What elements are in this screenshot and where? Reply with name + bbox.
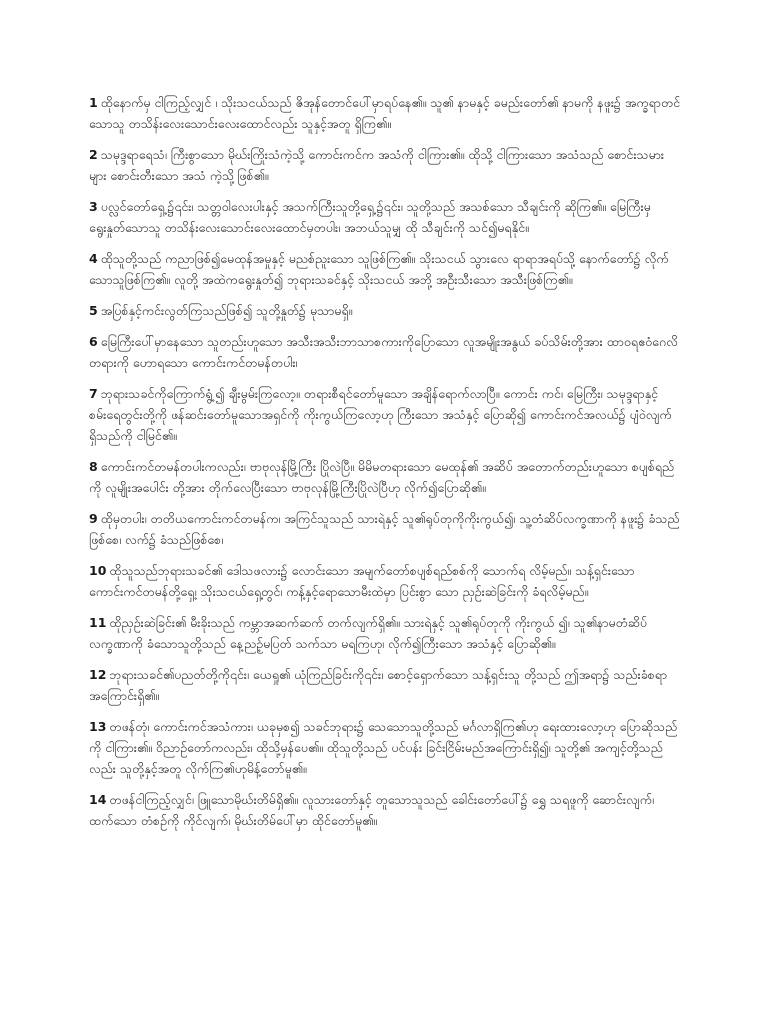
verse-number: 13	[89, 719, 107, 734]
verse-paragraph	[89, 248, 681, 290]
verse-paragraph	[89, 789, 681, 831]
verse-number: 11	[89, 615, 107, 630]
verse-number: 12	[89, 667, 107, 682]
verse-text: မြေကြီးပေါ်မှာနေသော သူတည်းဟူသော အသီးအသီးဘာသာစကားကိုပြောသော လူအမျိုးအနွယ် ခပ်သိမ်းတို့အား ထာဝရဧဝံဂေလိတရားကို ဟောရသော ကောင်းကင်တမန်တပါး၊	[89, 334, 678, 370]
verse-paragraph	[89, 716, 681, 779]
verse-number: 3	[89, 199, 98, 214]
verse-paragraph	[89, 664, 681, 706]
verse-number: 2	[89, 147, 98, 162]
verse-number: 6	[89, 334, 98, 349]
verse-number: 10	[89, 563, 107, 578]
verse-paragraph	[89, 560, 681, 602]
verse-paragraph	[89, 456, 681, 498]
verse-text: ထိုမှတပါး၊ တတိယကောင်းကင်တမန်က၊ အကြင်သူသည် သားရဲနှင့် သူ၏ရုပ်တုကိုကိုးကွယ်၍၊ သူ့တံဆိပ်လက္ခဏာကို နဖူး၌ ခံသည်ဖြစ်စေ၊ လက်၌ ခံသည်ဖြစ်စေ၊	[89, 511, 680, 547]
verse-text: ပလ္လင်တော်ရှေ့၌၎င်း၊ သတ္တဝါလေးပါးနှင့် အသက်ကြီးသူတို့ရှေ့၌၎င်း၊ သူတို့သည် အသစ်သော သီချင်းကို ဆိုကြ၏။ မြေကြီးမှရွေးနှုတ်သောသူ တသိန်းလေးသောင်းလေးထောင်မှတပါး၊ အဘယ်သူမျှ ထို သီချင်းကို သင်၍မရနိုင်။	[89, 199, 651, 235]
verse-paragraph	[89, 196, 681, 238]
verse-paragraph	[89, 144, 681, 186]
verse-text: ဘုရားသခင်၏ပညတ်တို့ကို၎င်း၊ ယေရှု၏ ယုံကြည်ခြင်းကို၎င်း၊ စောင့်ရှောက်သော သန့်ရှင်းသူ တို့သည် ဤအရာ၌ သည်းခံစရာအကြောင်းရှိ၏။	[89, 667, 668, 703]
verse-text: ထိုနောက်မှ ငါကြည့်လျှင် ၊ သိုးသငယ်သည် ဇိအုန်တောင်ပေါ်မှာရပ်နေ၏။ သူ၏ နာမနှင့် ခမည်းတော်၏ နာမကို နဖူး၌ အက္ခရာတင်သောသူ တသိန်းလေးသောင်းလေးထောင်လည်း သူနှင့်အတူ ရှိကြ၏။	[89, 95, 681, 131]
verse-paragraph	[89, 331, 681, 373]
verse-number: 5	[89, 303, 98, 318]
verse-paragraph	[89, 300, 681, 321]
verse-text: သမုဒ္ဒရာရေသံ၊ ကြီးစွာသော မိုဃ်းကြိုးသံကဲ့သို့ ကောင်းကင်က အသံကို ငါကြား၏။ ထိုသို့ ငါကြားသော အသံသည် စောင်းသမားများ စောင်းတီးသော အသံ ကဲ့သို့ဖြစ်၏။	[89, 147, 665, 183]
document-body	[89, 92, 681, 841]
verse-text: ဘုရားသခင်ကိုကြောက်ရွံ့၍ ချီးမွမ်းကြလော့။ တရားစီရင်တော်မူသော အချိန်ရောက်လာပြီ။ ကောင်း ကင်၊ မြေကြီး၊ သမုဒ္ဒရာနှင့် စမ်းရေတွင်းတို့ကို ဖန်ဆင်းတော်မူသောအရှင်ကို ကိုးကွယ်ကြလော့ဟု ကြီးသော အသံနှင့် ပြောဆို၍ ကောင်းကင်အလယ်၌ ပျံဝဲလျက် ရှိသည်ကို ငါမြင်၏။	[89, 386, 672, 443]
verse-text: တဖန်ငါကြည့်လျှင်၊ ဖြူသောမိုဃ်းတိမ်ရှိ၏။ လူသားတော်နှင့် တူသောသူသည် ခေါင်းတော်ပေါ်၌ ရွှေ သရဖူကို ဆောင်းလျက်၊ ထက်သော တံစဉ်ကို ကိုင်လျက်၊ မိုဃ်းတိမ်ပေါ်မှာ ထိုင်တော်မူ၏။	[89, 792, 655, 828]
verse-number: 1	[89, 95, 98, 110]
verse-text: ထိုညှဉ်းဆဲခြင်း၏ မီးခိုးသည် ကမ္ဘာအဆက်ဆက် တက်လျက်ရှိ၏။ သားရဲနှင့် သူ၏ရုပ်တုကို ကိုးကွယ် ၍၊ သူ၏နာမတံဆိပ်လက္ခဏာကို ခံသောသူတို့သည် နေ့ညဉ့်မပြတ် သက်သာ မရကြဟု၊ လိုက်၍ကြီးသော အသံနှင့် ပြောဆို၏။	[89, 615, 648, 651]
verse-number: 4	[89, 251, 98, 266]
verse-number: 8	[89, 459, 98, 474]
verse-number: 7	[89, 386, 98, 401]
verse-paragraph	[89, 92, 681, 134]
verse-number: 9	[89, 511, 98, 526]
verse-text: ကောင်းကင်တမန်တပါးကလည်း၊ ဗာဗုလုန်မြို့ကြီး ပြိုလဲပြီ။ မိမိမတရားသော မေထုန်၏ အဆိပ် အတောက်တည်းဟူသော စပျစ်ရည်ကို လူမျိုးအပေါင်း တို့အား တိုက်လေပြီးသော ဗာဗုလုန်မြို့ကြီးပြိုလဲပြီဟု လိုက်၍ပြောဆို၏။	[89, 459, 675, 495]
verse-text: ထိုသူသည်ဘုရားသခင်၏ ဒေါသဖလား၌ လောင်းသော အမျက်တော်စပျစ်ရည်စစ်ကို သောက်ရ လိမ့်မည်။ သန့်ရှင်းသောကောင်းကင်တမန်တို့ရှေ့၊ သိုးသငယ်ရှေ့တွင်၊ ကန့်နှင့်ရောသောမီးထဲမှာ ပြင်းစွာ သော ညှဉ်းဆဲခြင်းကို ခံရလိမ့်မည်။	[89, 563, 635, 599]
verse-text: ထိုသူတို့သည် ကညာဖြစ်၍မေထုန်အမှုနှင့် မညစ်ညူးသော သူဖြစ်ကြ၏။ သိုးသငယ် သွားလေ ရာရာအရပ်သို့ နောက်တော်၌ လိုက်သောသူဖြစ်ကြ၏။ လူတို့ အထဲကရွေးနှုတ်၍ ဘုရားသခင်နှင့် သိုးသငယ် အဘို့ အဦးသီးသော အသီးဖြစ်ကြ၏။	[89, 251, 669, 287]
verse-paragraph	[89, 612, 681, 654]
verse-number: 14	[89, 792, 107, 807]
verse-text: တဖန်တုံ၊ ကောင်းကင်အသံကား၊ ယခုမှစ၍ သခင်ဘုရား၌ သေသောသူတို့သည် မင်္ဂလာရှိကြ၏ဟု ရေးထားလော့ဟု ပြောဆိုသည်ကို ငါကြား၏။ ဝိညာဉ်တော်ကလည်း၊ ထိုသို့မှန်ပေ၏။ ထိုသူတို့သည် ပင်ပန်း ခြင်းငြိမ်းမည်အကြောင်းရှိ၍၊ သူတို့၏ အကျင့်တို့သည်လည်း သူတို့နှင့်အတူ လိုက်ကြ၏ဟုမိန့်တော်မူ၏။	[89, 719, 678, 776]
verse-paragraph	[89, 383, 681, 446]
verse-text: အပြစ်နှင့်ကင်းလွတ်ကြသည်ဖြစ်၍ သူတို့နှုတ်၌ မုသာမရှိ။	[100, 303, 353, 318]
verse-paragraph	[89, 508, 681, 550]
